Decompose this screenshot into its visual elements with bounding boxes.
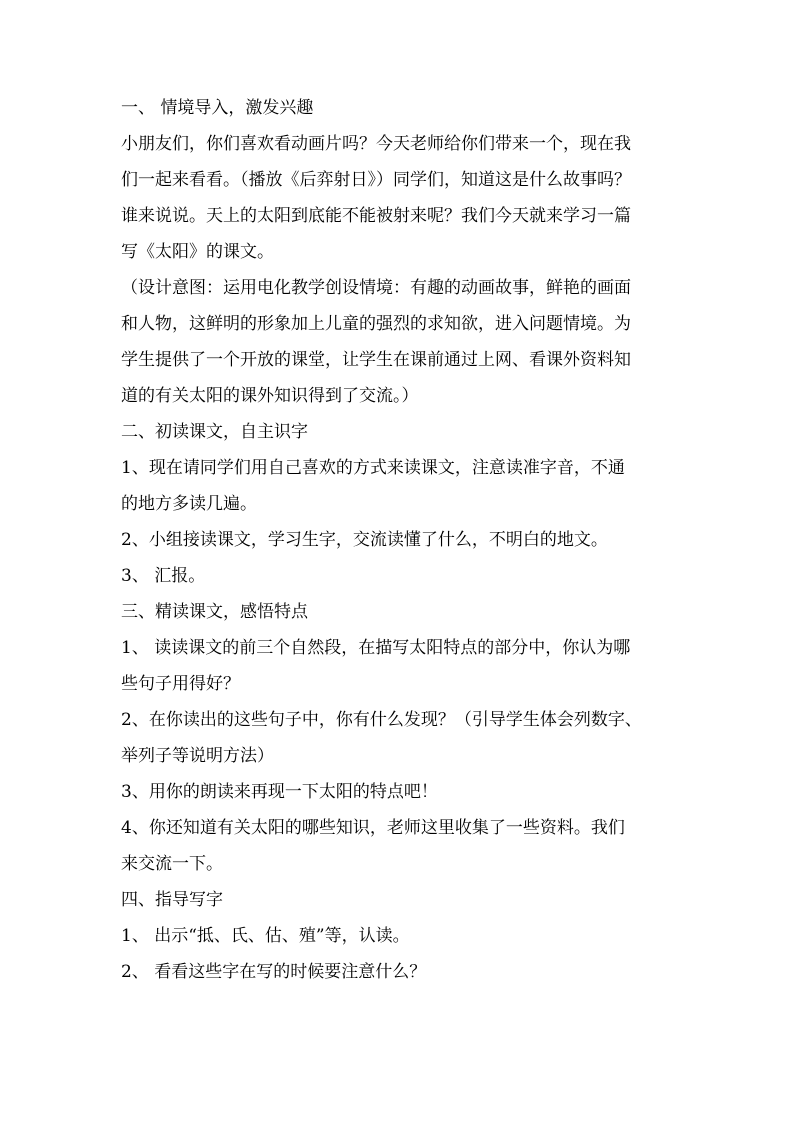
list-item-line: 3、用你的朗读来再现一下太阳的特点吧！ (121, 782, 438, 802)
list-item-line: 1、现在请同学们用自己喜欢的方式来读课文，注意读准字音，不通 (121, 458, 625, 478)
paragraph-line: 谁来说说。天上的太阳到底能不能被射来呢？我们今天就来学习一篇 (121, 206, 631, 226)
list-item-line: 些句子用得好？ (121, 674, 240, 694)
list-item-line: 4、你还知道有关太阳的哪些知识，老师这里收集了一些资料。我们 (121, 818, 625, 838)
section-heading-3: 三、精读课文，感悟特点 (121, 602, 308, 622)
design-note-line: 道的有关太阳的课外知识得到了交流。） (121, 386, 419, 406)
document-body (121, 90, 677, 990)
list-item-line: 来交流一下。 (121, 854, 223, 874)
list-item-line: 2、 看看这些字在写的时候要注意什么？ (121, 962, 427, 982)
section-heading-4: 四、指导写字 (121, 890, 223, 910)
list-item-line: 2、在你读出的这些句子中，你有什么发现？（引导学生体会列数字、 (121, 710, 642, 730)
section-heading-1: 一、 情境导入，激发兴趣 (121, 98, 314, 118)
list-item-line: 举列子等说明方法） (121, 746, 274, 766)
design-note-line: 和人物，这鲜明的形象加上儿童的强烈的求知欲，进入问题情境。为 (121, 314, 631, 334)
section-heading-2: 二、初读课文，自主识字 (121, 422, 308, 442)
list-item-line: 2、小组接读课文，学习生字，交流读懂了什么，不明白的地文。 (121, 530, 608, 550)
paragraph-line: 写《太阳》的课文。 (121, 242, 274, 262)
design-note-line: （设计意图：运用电化教学创设情境：有趣的动画故事，鲜艳的画面 (121, 278, 631, 298)
paragraph-line: 小朋友们，你们喜欢看动画片吗？今天老师给你们带来一个，现在我 (121, 134, 631, 154)
paragraph-line: 们一起来看看。（播放《后弈射日》）同学们，知道这是什么故事吗？ (121, 170, 631, 190)
list-item-line: 1、 读读课文的前三个自然段，在描写太阳特点的部分中，你认为哪 (121, 638, 631, 658)
list-item-line: 3、 汇报。 (121, 566, 206, 586)
design-note-line: 学生提供了一个开放的课堂，让学生在课前通过上网、看课外资料知 (121, 350, 631, 370)
list-item-line: 的地方多读几遍。 (121, 494, 257, 514)
list-item-line: 1、 出示“抵、氏、估、殖”等，认读。 (121, 926, 410, 946)
